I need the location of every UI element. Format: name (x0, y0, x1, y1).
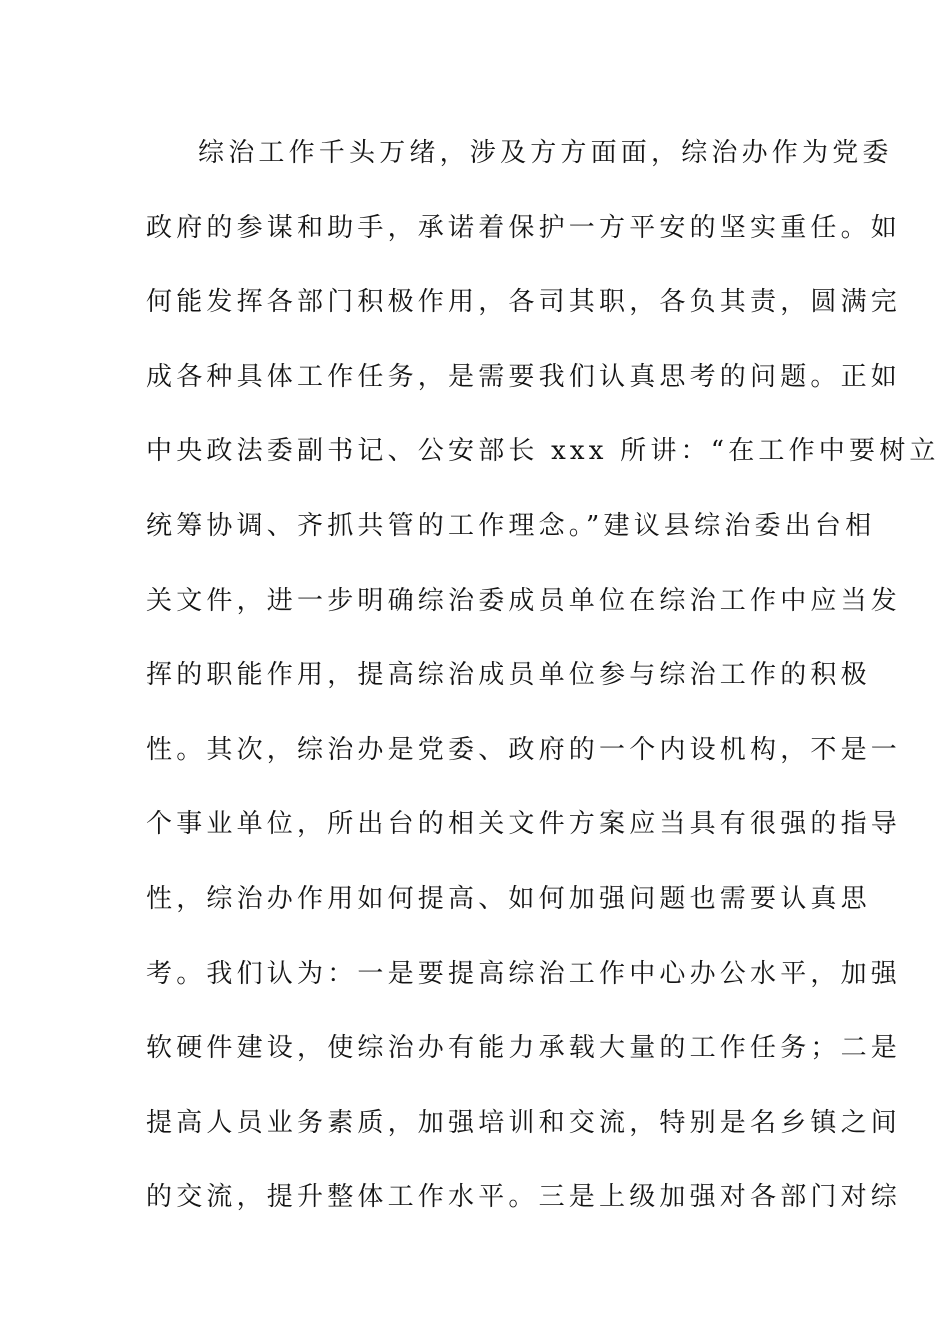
text-line: 个事业单位，所出台的相关文件方案应当具有很强的指导 (146, 809, 902, 840)
text-line: 中央政法委副书记、公安部长 xxx 所讲：“在工作中要树立 (146, 436, 940, 467)
text-line: 综治工作千头万绪，涉及方方面面，综治办作为党委 (198, 138, 893, 168)
text-line: 性。其次，综治办是党委、政府的一个内设机构，不是一 (146, 734, 902, 765)
text-line: 考。我们认为：一是要提高综治工作中心办公水平，加强 (146, 958, 902, 989)
text-line: 性，综治办作用如何提高、如何加强问题也需要认真思 (146, 883, 871, 914)
body-paragraph (146, 126, 940, 1245)
text-line: 何能发挥各部门积极作用，各司其职，各负其责，圆满完 (146, 287, 902, 318)
text-line: 的交流，提升整体工作水平。三是上级加强对各部门对综 (146, 1182, 902, 1213)
text-line: 统筹协调、齐抓共管的工作理念。”建议县综治委出台相 (146, 510, 876, 541)
text-line: 软硬件建设，使综治办有能力承载大量的工作任务；二是 (146, 1033, 902, 1064)
text-line: 挥的职能作用，提高综治成员单位参与综治工作的积极 (146, 660, 871, 691)
text-line: 政府的参谋和助手，承诺着保护一方平安的坚实重任。如 (146, 212, 902, 243)
text-line: 关文件，进一步明确综治委成员单位在综治工作中应当发 (146, 585, 902, 616)
text-line: 提高人员业务素质，加强培训和交流，特别是名乡镇之间 (146, 1107, 902, 1138)
text-line: 成各种具体工作任务，是需要我们认真思考的问题。正如 (146, 361, 902, 392)
